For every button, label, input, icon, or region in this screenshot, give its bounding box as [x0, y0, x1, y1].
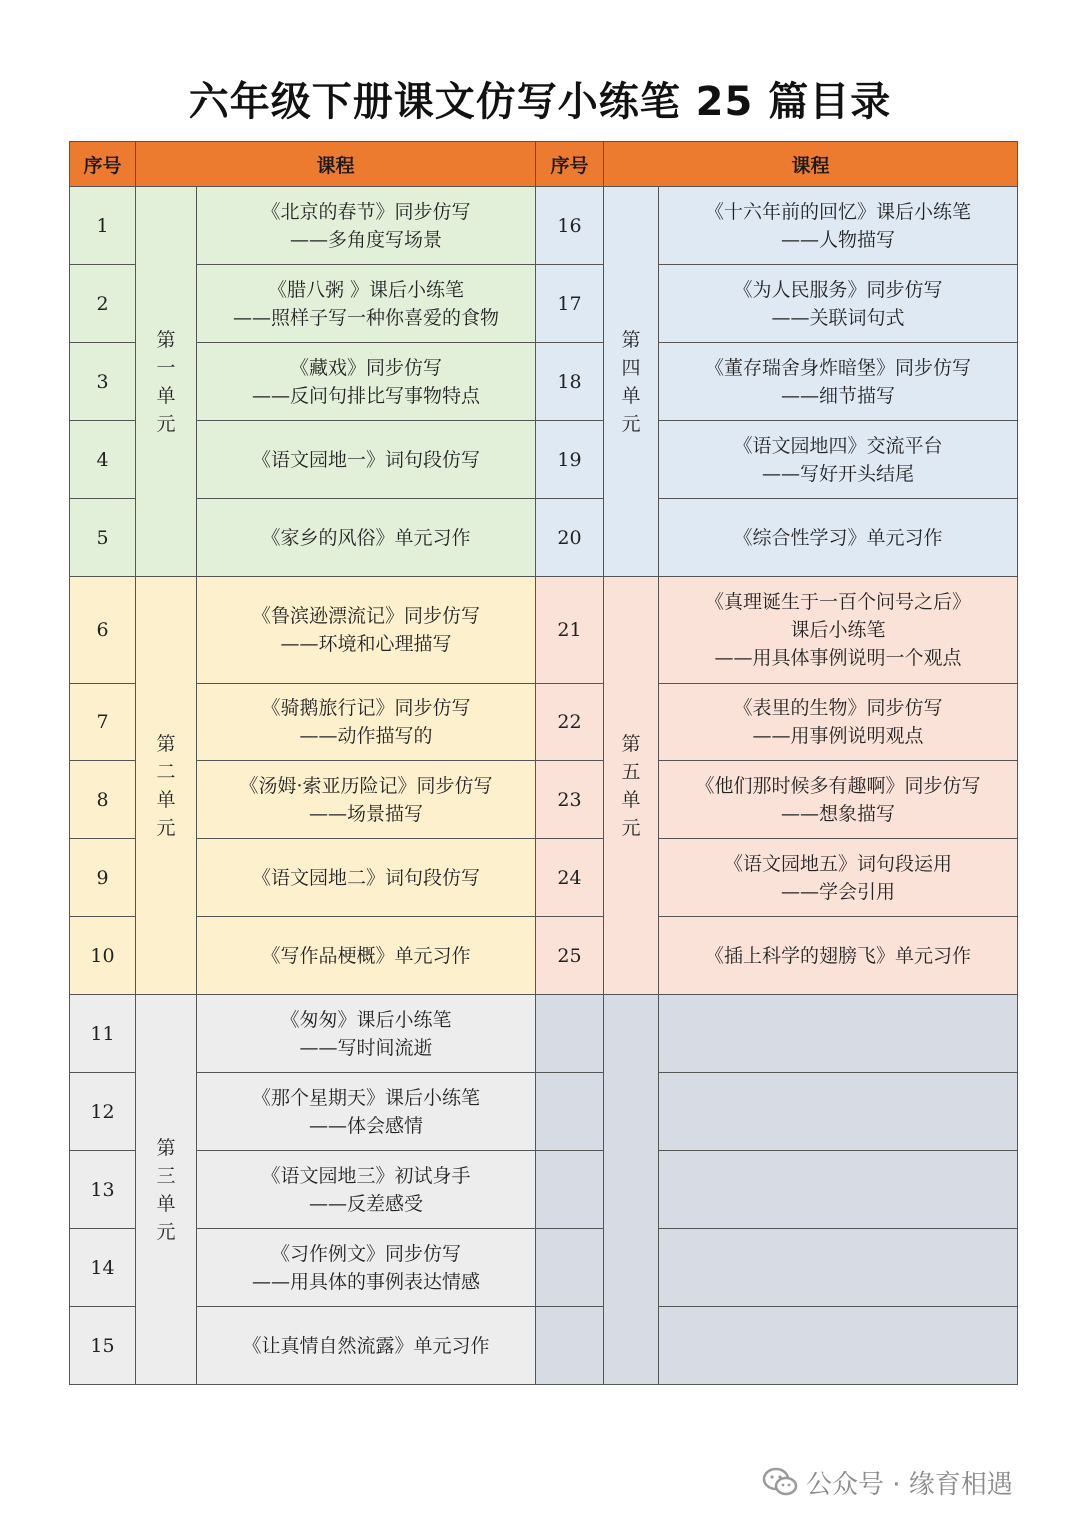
course-cell — [659, 265, 1018, 343]
course-title: 《写作品梗概》单元习作 — [261, 944, 471, 967]
row-number: 4 — [70, 421, 136, 499]
course-title: 《家乡的风俗》单元习作 — [261, 526, 471, 549]
unit-name: 第四单元 — [621, 328, 641, 435]
course-cell — [659, 684, 1018, 761]
course-subtitle: ——照样子写一种你喜爱的食物 — [233, 306, 500, 329]
watermark — [762, 1462, 1013, 1502]
row-number: 6 — [70, 577, 136, 684]
course-title: 《习作例文》同步仿写 — [271, 1242, 462, 1265]
course-title: 《语文园地四》交流平台 — [733, 434, 943, 457]
course-title: 《汤姆·索亚历险记》同步仿写 — [239, 774, 493, 797]
course-cell — [197, 577, 536, 684]
row-number: 14 — [70, 1229, 136, 1307]
course-title: 《他们那时候多有趣啊》同步仿写 — [695, 774, 981, 797]
course-subtitle: ——想象描写 — [781, 802, 896, 825]
table-row — [70, 1307, 1018, 1385]
header-course-right: 课程 — [604, 142, 1018, 187]
row-number: 20 — [536, 499, 604, 577]
empty-cell — [659, 1307, 1018, 1385]
course-title: 《表里的生物》同步仿写 — [733, 697, 943, 719]
course-cell — [197, 839, 536, 917]
header-num-right: 序号 — [536, 142, 604, 187]
empty-cell — [659, 1073, 1018, 1151]
course-title: 《真理诞生于一百个问号之后》 — [705, 591, 972, 613]
unit-name: 第五单元 — [621, 732, 641, 839]
course-cell — [659, 577, 1018, 684]
table-row — [70, 1151, 1018, 1229]
unit-label-3 — [136, 995, 197, 1385]
course-title: 《董存瑞舍身炸暗堡》同步仿写 — [705, 356, 972, 379]
course-subtitle: ——关联词句式 — [771, 306, 905, 329]
course-title: 《匆匆》课后小练笔 — [280, 1008, 452, 1031]
unit-label-2 — [136, 577, 197, 995]
empty-cell — [536, 1073, 604, 1151]
table-row — [70, 343, 1018, 421]
empty-cell — [536, 995, 604, 1073]
course-title: 《十六年前的回忆》课后小练笔 — [705, 200, 972, 223]
empty-cell — [536, 1307, 604, 1385]
course-title: 《骑鹅旅行记》同步仿写 — [261, 697, 471, 719]
course-title: 《鲁滨逊漂流记》同步仿写 — [252, 605, 481, 627]
row-number: 8 — [70, 761, 136, 839]
course-subtitle: ——反差感受 — [309, 1192, 424, 1215]
table-row — [70, 499, 1018, 577]
row-number: 7 — [70, 684, 136, 761]
table-row — [70, 187, 1018, 265]
table-row — [70, 1073, 1018, 1151]
page-title: 六年级下册课文仿写小练笔 25 篇目录 — [188, 79, 892, 125]
course-title: 《为人民服务》同步仿写 — [733, 278, 943, 301]
row-number: 23 — [536, 761, 604, 839]
wechat-icon — [762, 1466, 798, 1498]
header-course-left: 课程 — [136, 142, 536, 187]
table-row — [70, 265, 1018, 343]
table-row — [70, 684, 1018, 761]
course-subtitle: ——写时间流逝 — [299, 1036, 433, 1059]
table-row — [70, 839, 1018, 917]
course-cell — [659, 499, 1018, 577]
empty-cell — [536, 1229, 604, 1307]
course-cell — [197, 917, 536, 995]
course-title: 《综合性学习》单元习作 — [733, 526, 943, 549]
course-cell — [197, 995, 536, 1073]
table-row — [70, 577, 1018, 684]
course-title: 《语文园地三》初试身手 — [261, 1164, 471, 1187]
row-number: 22 — [536, 684, 604, 761]
row-number: 16 — [536, 187, 604, 265]
unit-name: 第三单元 — [156, 1136, 176, 1243]
course-cell — [659, 839, 1018, 917]
course-title: 《那个星期天》课后小练笔 — [252, 1086, 481, 1109]
course-subtitle: ——学会引用 — [781, 880, 896, 903]
course-title: 《插上科学的翅膀飞》单元习作 — [705, 944, 972, 967]
course-cell — [197, 187, 536, 265]
table-header-row — [70, 142, 1018, 187]
course-cell — [197, 421, 536, 499]
course-subtitle: ——多角度写场景 — [290, 228, 443, 251]
course-cell — [659, 421, 1018, 499]
course-title: 《藏戏》同步仿写 — [290, 356, 443, 379]
course-cell — [659, 917, 1018, 995]
course-title: 《北京的春节》同步仿写 — [261, 200, 471, 223]
course-subtitle: ——体会感情 — [309, 1114, 424, 1137]
unit-label-5 — [604, 577, 659, 995]
course-subtitle: ——细节描写 — [781, 384, 896, 407]
table-row — [70, 421, 1018, 499]
row-number: 17 — [536, 265, 604, 343]
header-num-left: 序号 — [70, 142, 136, 187]
course-cell — [197, 1151, 536, 1229]
row-number: 21 — [536, 577, 604, 684]
course-cell — [659, 343, 1018, 421]
course-cell — [197, 761, 536, 839]
course-subtitle: ——用具体的事例表达情感 — [252, 1270, 481, 1293]
course-cell — [197, 1229, 536, 1307]
course-subtitle: ——人物描写 — [781, 228, 896, 251]
row-number: 19 — [536, 421, 604, 499]
empty-cell — [659, 1151, 1018, 1229]
course-title: 《腊八粥 》课后小练笔 — [267, 278, 465, 301]
course-cell — [197, 1307, 536, 1385]
course-title: 《语文园地五》词句段运用 — [724, 852, 953, 875]
course-subtitle: ——动作描写的 — [299, 725, 433, 747]
row-number: 9 — [70, 839, 136, 917]
course-subtitle: 课后小练笔 — [790, 619, 886, 641]
row-number: 15 — [70, 1307, 136, 1385]
row-number: 3 — [70, 343, 136, 421]
row-number: 25 — [536, 917, 604, 995]
course-subtitle: ——写好开头结尾 — [762, 462, 915, 485]
empty-cell — [659, 995, 1018, 1073]
catalog-table — [69, 141, 1018, 1385]
empty-cell — [536, 1151, 604, 1229]
row-number: 2 — [70, 265, 136, 343]
unit-label-4 — [604, 187, 659, 577]
course-title: 《语文园地二》词句段仿写 — [252, 866, 481, 889]
course-cell — [197, 1073, 536, 1151]
empty-cell — [659, 1229, 1018, 1307]
course-cell — [197, 684, 536, 761]
watermark-text: 公众号 · 缘育相遇 — [806, 1469, 1013, 1500]
course-title: 《语文园地一》词句段仿写 — [252, 448, 481, 471]
table-row — [70, 1229, 1018, 1307]
table-row — [70, 917, 1018, 995]
course-subtitle: ——反问句排比写事物特点 — [252, 384, 481, 407]
course-subtitle: ——用事例说明观点 — [752, 725, 924, 747]
course-cell — [659, 187, 1018, 265]
row-number: 5 — [70, 499, 136, 577]
table-row — [70, 761, 1018, 839]
unit-name: 第一单元 — [156, 328, 176, 435]
course-cell — [197, 265, 536, 343]
unit-name: 第二单元 — [156, 732, 176, 839]
row-number: 11 — [70, 995, 136, 1073]
course-cell — [659, 761, 1018, 839]
row-number: 18 — [536, 343, 604, 421]
row-number: 1 — [70, 187, 136, 265]
course-title: 《让真情自然流露》单元习作 — [242, 1334, 490, 1357]
row-number: 24 — [536, 839, 604, 917]
unit-label-1 — [136, 187, 197, 577]
course-cell — [197, 499, 536, 577]
row-number: 10 — [70, 917, 136, 995]
course-subtitle: ——用具体事例说明一个观点 — [714, 647, 962, 669]
table-row — [70, 995, 1018, 1073]
row-number: 12 — [70, 1073, 136, 1151]
row-number: 13 — [70, 1151, 136, 1229]
course-subtitle: ——场景描写 — [309, 802, 424, 825]
empty-unit-cell — [604, 995, 659, 1385]
course-subtitle: ——环境和心理描写 — [280, 633, 452, 655]
course-cell — [197, 343, 536, 421]
